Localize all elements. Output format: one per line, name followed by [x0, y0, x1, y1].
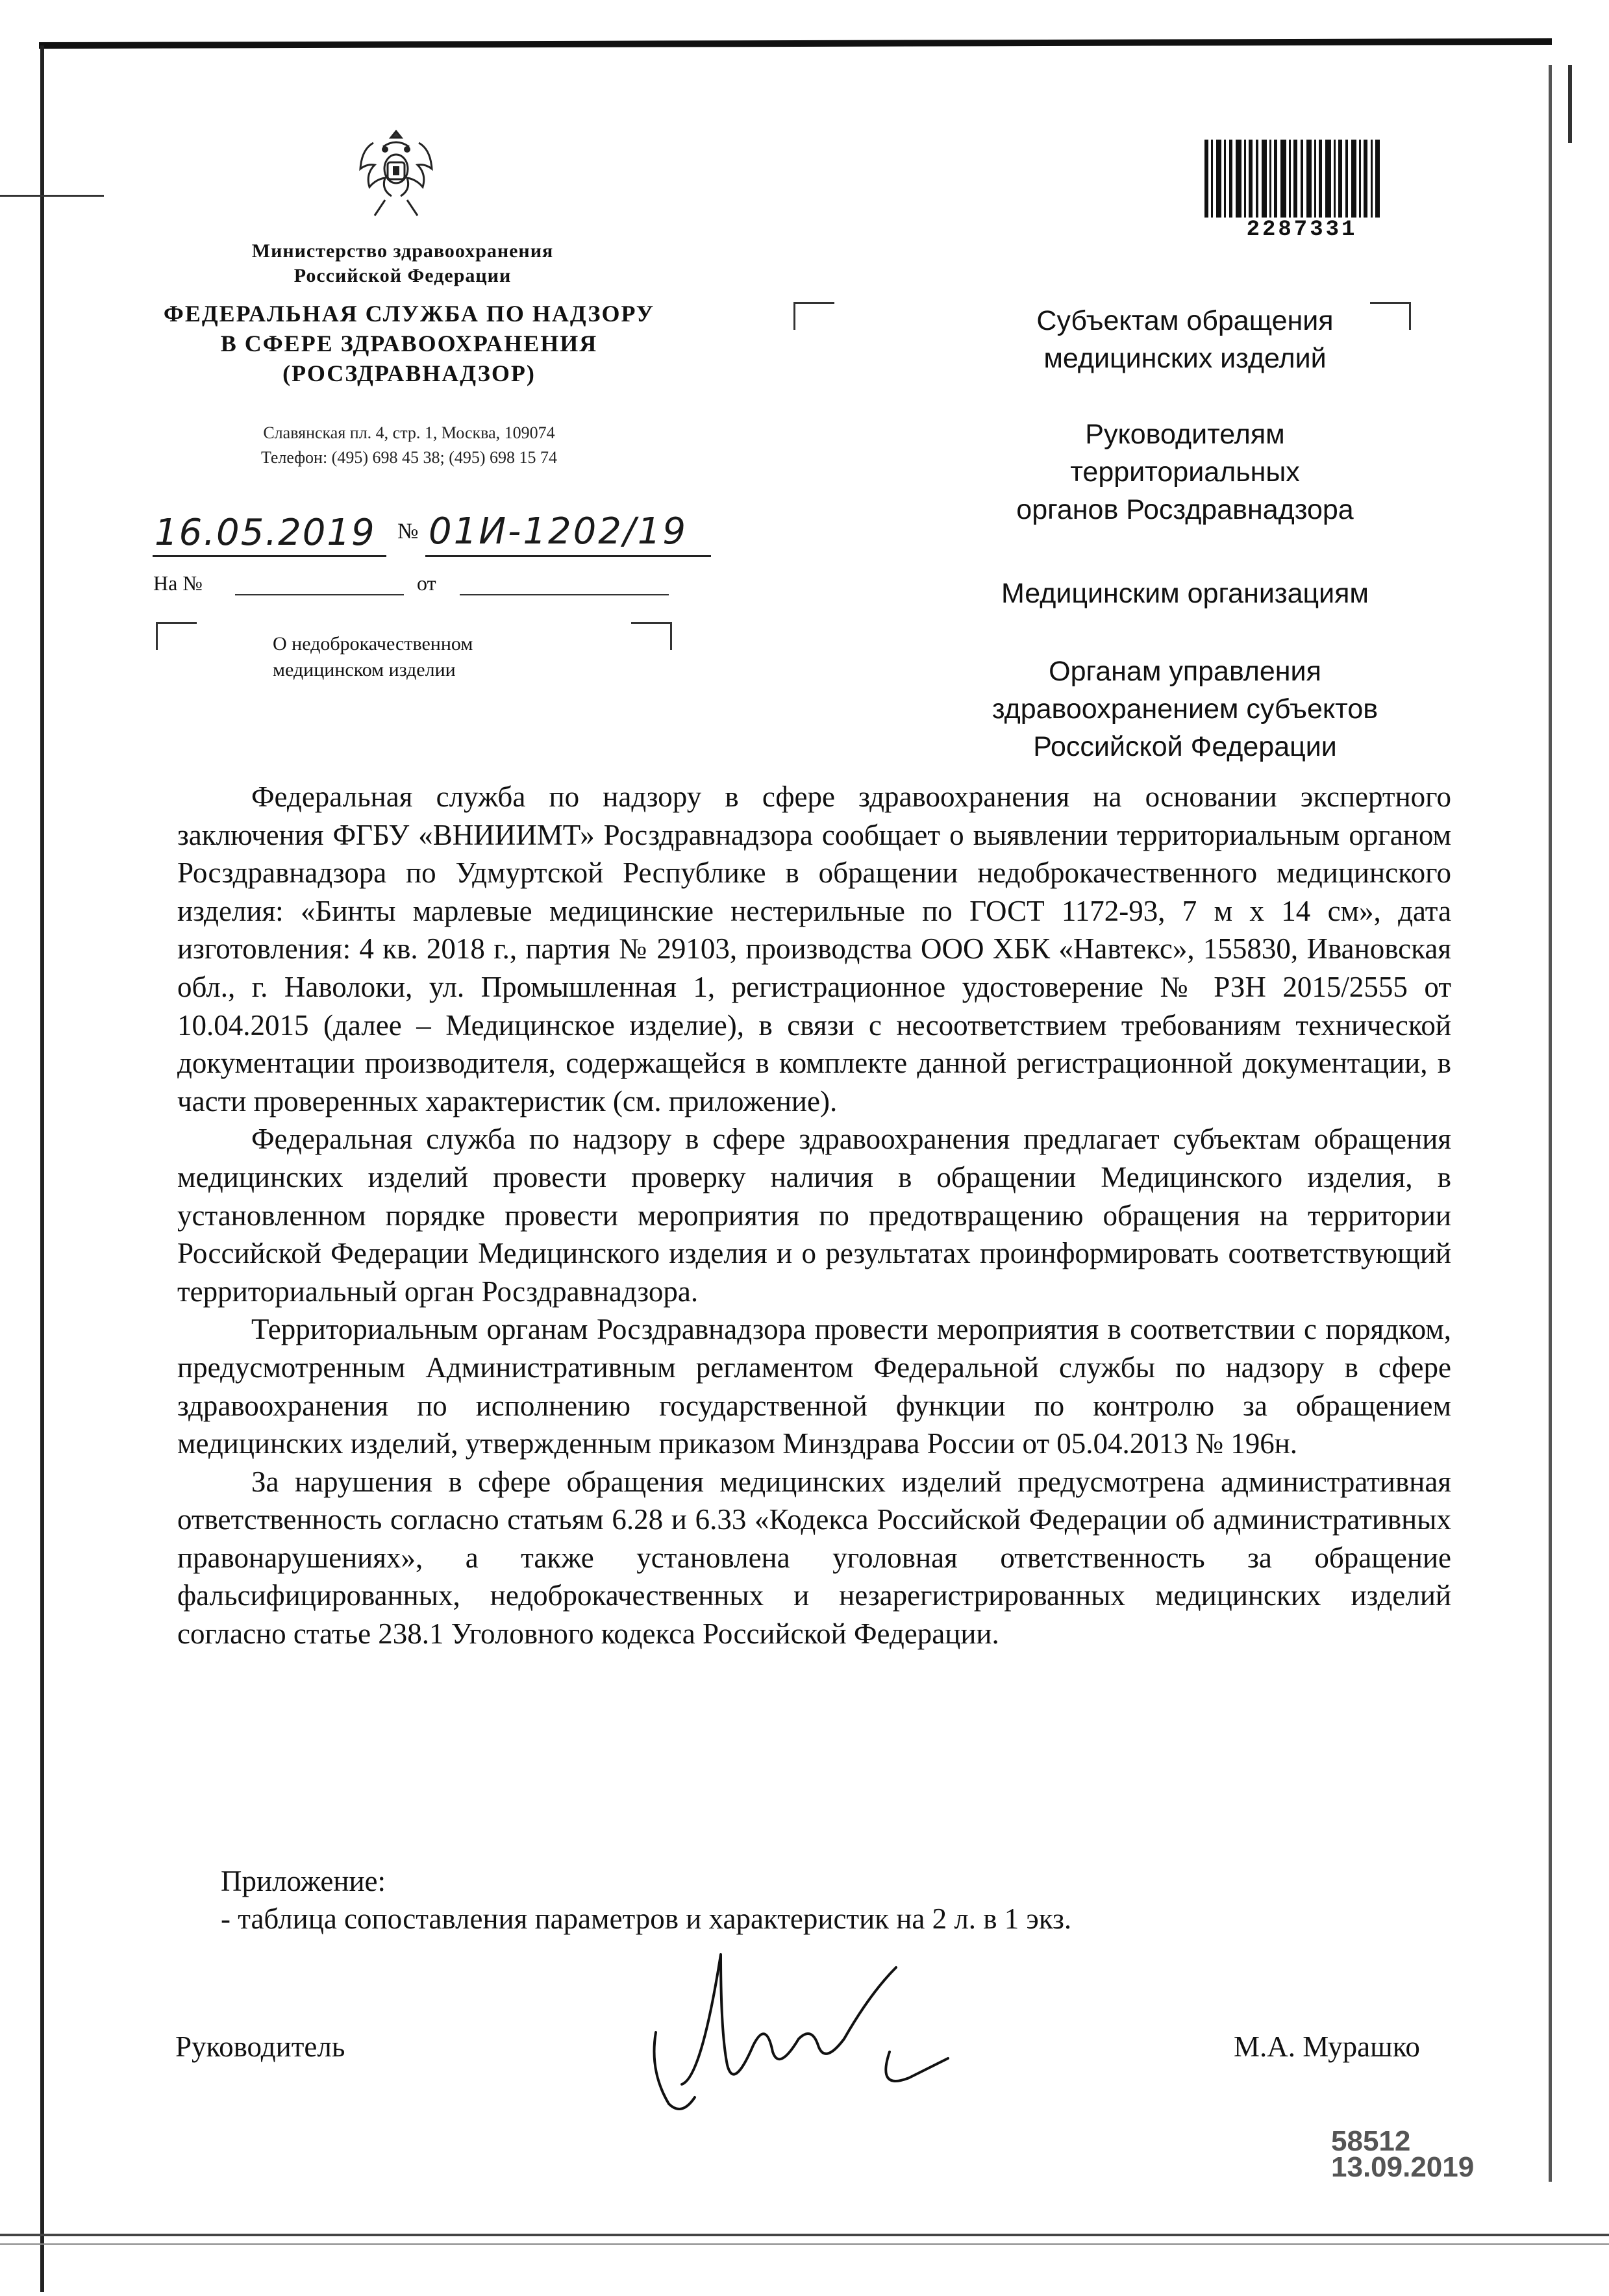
recipient-line: органов Росздравнадзора [1016, 494, 1354, 525]
ministry-name [195, 239, 610, 288]
scan-edge-mark-left [0, 195, 104, 197]
registration-date: 16.05.2019 [155, 512, 376, 554]
reply-from-blank [460, 594, 669, 595]
page-frame-left [40, 45, 44, 2292]
appendix-title: Приложение: [221, 1865, 386, 1897]
date-underline [153, 555, 386, 557]
body-paragraph-1: Федеральная служба по надзору в сфере здравоохранения на основании экспертного заключения ФГБУ «ВНИИИМТ» Росздравнадзора сообщает о выявлении территориальным органом Росздравнадзора по Удмуртской Республике в обращении недоброкачественного медицинского изделия: «Бинты марлевые медицинские нестерильные по ГОСТ 1172-93, 7 м х 14 см», дата изготовления: 4 кв. 2018 г., партия № 29103, производства ООО ХБК «Навтекс», 155830, Ивановская обл., г. Наволоки, ул. Промышленная 1, регистрационное удостоверение № РЗН 2015/2555 от 10.04.2015 (далее – Медицинское изделие), в связи с несоответствием требованиям технической документации производителя, содержащейся в комплекте данной регистрационной документации, в части проверенных характеристик (см. приложение). [177, 780, 1451, 1117]
recipient-line: Субъектам обращения [1036, 305, 1334, 336]
body-paragraph-2: Федеральная служба по надзору в сфере здравоохранения предлагает субъектам обращения медицинских изделий провести проверку наличия в обращении Медицинского изделия, в установленном порядке провести мероприятия по предотвращению обращения на территории Российской Федерации Медицинского изделия и о результатах проинформировать соответствующий территориальный орган Росздравнадзора. [177, 1123, 1451, 1308]
appendix [221, 1862, 1260, 1938]
page-frame-top [39, 38, 1552, 49]
letter-body [177, 778, 1451, 1653]
signatory-name: М.А. Мурашко [1234, 2030, 1420, 2063]
service-address [175, 421, 643, 470]
service-line-2: В СФЕРЕ ЗДРАВООХРАНЕНИЯ [220, 331, 598, 356]
handwritten-signature [643, 1935, 980, 2130]
recipient-line: территориальных [1070, 456, 1300, 488]
ministry-line-1: Министерство здравоохранения [251, 240, 554, 262]
reply-to-label: На № [153, 571, 203, 595]
page-frame-right [1549, 65, 1552, 2182]
reply-to-blank [235, 594, 404, 595]
recipient-1 [864, 302, 1506, 377]
coat-of-arms-icon [354, 123, 438, 227]
recipient-4 [864, 653, 1506, 766]
recipient-2 [864, 416, 1506, 529]
body-paragraph-3: Территориальным органам Росздравнадзора провести мероприятия в соответствии с порядком, предусмотренным Административным регламентом Федеральной службы по надзору в сфере здравоохранения по исполнению государственной функции по контролю за обращением медицинских изделий, утвержденным приказом Минздрава России от 05.04.2013 № 196н. [177, 1313, 1451, 1460]
service-line-3: (РОСЗДРАВНАДЗОР) [282, 360, 536, 386]
stamp-number: 58512 [1331, 2125, 1411, 2157]
recipient-line: медицинских изделий [1043, 343, 1327, 374]
service-name [149, 299, 669, 388]
subject-line-1: О недоброкачественном [273, 633, 473, 655]
recipient-line: Органам управления [1049, 656, 1321, 687]
recipient-3 [864, 575, 1506, 612]
ministry-line-2: Российской Федерации [293, 265, 512, 286]
phone-line: Телефон: (495) 698 45 38; (495) 698 15 74 [260, 448, 558, 467]
subject-line-2: медицинском изделии [273, 659, 456, 680]
barcode-icon [1204, 140, 1380, 218]
stamp-date: 13.09.2019 [1331, 2151, 1475, 2183]
reply-from-label: от [417, 571, 436, 595]
signatory-position: Руководитель [175, 2030, 345, 2063]
scan-edge-mark [1568, 65, 1572, 143]
incoming-stamp [1331, 2125, 1475, 2183]
subject-corner-right [631, 622, 672, 650]
page-frame-bottom [0, 2234, 1609, 2236]
body-paragraph-4: За нарушения в сфере обращения медицинских изделий предусмотрена административная ответственность согласно статьям 6.28 и 6.33 «Кодекса Российской Федерации об административных правонарушениях», а также установлена уголовная ответственность за обращение фальсифицированных, недоброкачественных и незарегистрированных медицинских изделий согласно статье 238.1 Уголовного кодекса Российской Федерации. [177, 1465, 1451, 1651]
service-line-1: ФЕДЕРАЛЬНАЯ СЛУЖБА ПО НАДЗОРУ [163, 301, 655, 327]
appendix-item: - таблица сопоставления параметров и характеристик на 2 л. в 1 экз. [221, 1903, 1072, 1935]
barcode-number: 2287331 [1246, 218, 1358, 242]
registration-number: 01И-1202/19 [429, 510, 688, 553]
address-line: Славянская пл. 4, стр. 1, Москва, 109074 [263, 423, 555, 442]
recipient-line: Медицинским организациям [1001, 578, 1369, 609]
recipient-line: Руководителям [1085, 419, 1285, 450]
address-corner-left [793, 302, 834, 330]
number-underline [425, 555, 711, 557]
page-frame-bottom-line [0, 2243, 1609, 2245]
recipient-line: здравоохранением субъектов [992, 693, 1378, 725]
subject-corner-left [156, 622, 197, 650]
recipient-line: Российской Федерации [1033, 731, 1337, 762]
registration-number-label: № [397, 519, 419, 543]
letter-subject [273, 631, 532, 683]
